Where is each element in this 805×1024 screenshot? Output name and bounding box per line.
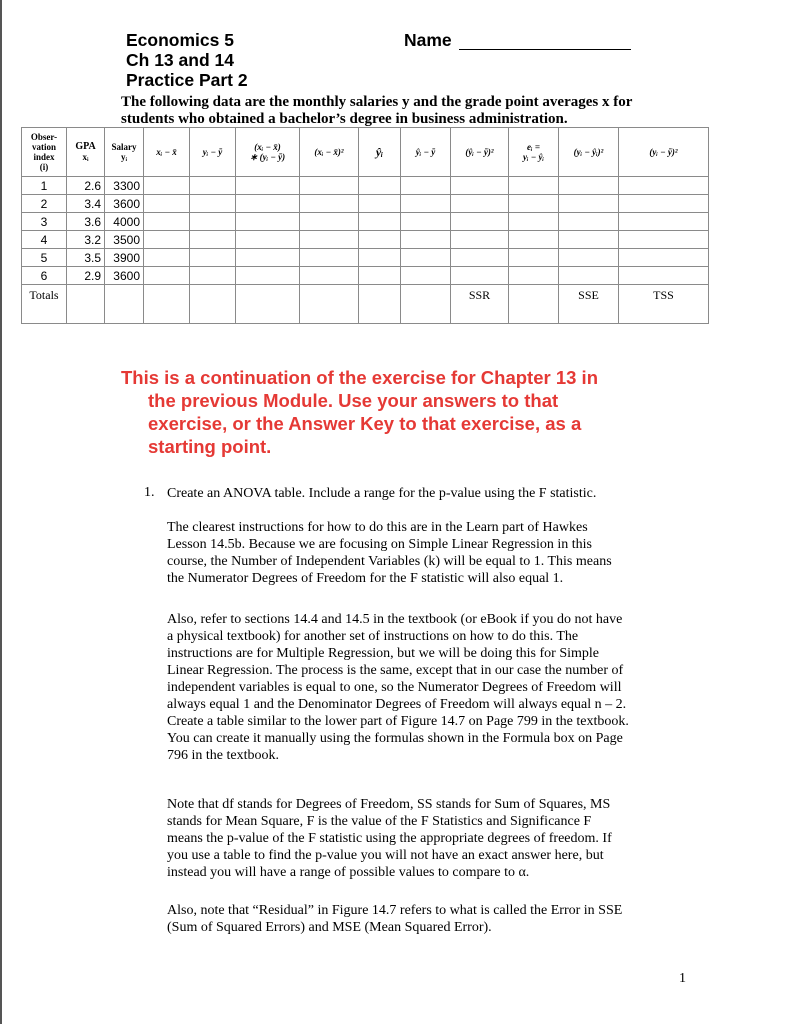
empty-cell[interactable]	[105, 285, 144, 324]
paragraph-line: The clearest instructions for how to do this are in the Learn part of Hawkes	[167, 520, 588, 535]
empty-cell[interactable]	[359, 195, 401, 213]
empty-cell[interactable]	[359, 231, 401, 249]
empty-cell[interactable]	[619, 267, 709, 285]
paragraph-line: instructions are for Multiple Regression, but we will be doing this for Simple	[167, 646, 599, 661]
header-x-deviation-squared: (xᵢ − x̄)²	[300, 128, 359, 177]
cell-gpa: 3.4	[67, 195, 105, 213]
name-label: Name	[404, 30, 452, 50]
paragraph-line: independent variables is equal to one, so the Numerator Degrees of Freedom will	[167, 680, 622, 695]
empty-cell[interactable]	[67, 285, 105, 324]
empty-cell[interactable]	[359, 249, 401, 267]
empty-cell[interactable]	[359, 177, 401, 195]
header-y-deviation: yᵢ − ȳ	[190, 128, 236, 177]
empty-cell[interactable]	[144, 231, 190, 249]
paragraph-residual-note	[167, 902, 692, 936]
cell-index: 3	[22, 213, 67, 231]
paragraph-line: always equal 1 and the Denominator Degrees of Freedom will always equal n – 2.	[167, 697, 627, 712]
paragraph-line: the Numerator Degrees of Freedom for the F statistic will also equal 1.	[167, 571, 564, 586]
empty-cell[interactable]	[509, 213, 559, 231]
empty-cell[interactable]	[559, 213, 619, 231]
paragraph-line: Also, note that “Residual” in Figure 14.7 refers to what is called the Error in SSE	[167, 903, 623, 918]
question-text: Create an ANOVA table. Include a range for the p-value using the F statistic.	[167, 486, 597, 501]
cell-salary: 3600	[105, 267, 144, 285]
paragraph-line: Create a table similar to the lower part of Figure 14.7 on Page 799 in the textbook.	[167, 714, 629, 729]
empty-cell[interactable]	[559, 177, 619, 195]
empty-cell[interactable]	[451, 213, 509, 231]
paragraph-line: Lesson 14.5b. Because we are focusing on Simple Linear Regression in this	[167, 537, 592, 552]
empty-cell[interactable]	[144, 285, 190, 324]
tss-cell: TSS	[619, 285, 709, 324]
cell-gpa: 2.9	[67, 267, 105, 285]
question-number: 1.	[144, 485, 155, 500]
sse-cell: SSE	[559, 285, 619, 324]
header-observation-index: Obser- vation index (i)	[22, 128, 67, 177]
paragraph-line: means the p-value of the F statistic using the appropriate degrees of freedom. If	[167, 831, 612, 846]
cell-gpa: 2.6	[67, 177, 105, 195]
empty-cell[interactable]	[236, 195, 300, 213]
table-row	[22, 195, 709, 213]
empty-cell[interactable]	[401, 177, 451, 195]
empty-cell[interactable]	[559, 195, 619, 213]
notice-line-4: starting point.	[148, 436, 272, 457]
notice-line-2: the previous Module. Use your answers to that	[148, 390, 559, 411]
empty-cell[interactable]	[236, 231, 300, 249]
table-row	[22, 249, 709, 267]
ssr-label	[401, 285, 451, 324]
paragraph-line: 796 in the textbook.	[167, 748, 279, 763]
page-left-border	[0, 0, 2, 1024]
cell-gpa: 3.5	[67, 249, 105, 267]
totals-label: Totals	[22, 285, 67, 324]
paragraph-line: Also, refer to sections 14.4 and 14.5 in the textbook (or eBook if you do not have	[167, 612, 623, 627]
empty-cell[interactable]	[144, 195, 190, 213]
header-gpa: GPA xᵢ	[67, 128, 105, 177]
empty-cell[interactable]	[451, 195, 509, 213]
empty-cell[interactable]	[236, 249, 300, 267]
paragraph-line: Linear Regression. The process is the same, except that in our case the number of	[167, 663, 624, 678]
header-residual: eᵢ = yᵢ − ŷᵢ	[509, 128, 559, 177]
cell-gpa: 3.2	[67, 231, 105, 249]
cell-index: 5	[22, 249, 67, 267]
paragraph-line: Note that df stands for Degrees of Freedom, SS stands for Sum of Squares, MS	[167, 797, 611, 812]
empty-cell[interactable]	[509, 177, 559, 195]
name-blank-line[interactable]	[459, 49, 631, 50]
empty-cell[interactable]	[451, 249, 509, 267]
empty-cell[interactable]	[359, 213, 401, 231]
empty-cell[interactable]	[144, 213, 190, 231]
empty-cell[interactable]	[190, 249, 236, 267]
paragraph-line: course, the Number of Independent Variables (k) will be equal to 1. This means	[167, 554, 612, 569]
empty-cell[interactable]	[236, 285, 300, 324]
regression-data-table	[21, 127, 709, 324]
paragraph-line: (Sum of Squared Errors) and MSE (Mean Squared Error).	[167, 920, 492, 935]
paragraph-line: instead you will have a range of possible values to compare to α.	[167, 865, 530, 880]
paragraph-line: stands for Mean Square, F is the value of the F Statistics and Significance F	[167, 814, 592, 829]
empty-cell[interactable]	[509, 285, 559, 324]
empty-cell[interactable]	[144, 249, 190, 267]
notice-line-3: exercise, or the Answer Key to that exercise, as a	[148, 413, 582, 434]
empty-cell[interactable]	[559, 267, 619, 285]
empty-cell[interactable]	[619, 249, 709, 267]
empty-cell[interactable]	[451, 267, 509, 285]
empty-cell[interactable]	[300, 249, 359, 267]
empty-cell[interactable]	[190, 231, 236, 249]
empty-cell[interactable]	[300, 177, 359, 195]
empty-cell[interactable]	[401, 213, 451, 231]
paragraph-definitions	[167, 796, 692, 881]
cell-index: 2	[22, 195, 67, 213]
paragraph-hawkes-instructions	[167, 519, 692, 587]
header-total-squared: (yᵢ − ȳ)²	[619, 128, 709, 177]
cell-salary: 4000	[105, 213, 144, 231]
cell-index: 6	[22, 267, 67, 285]
totals-row	[22, 285, 709, 324]
cell-gpa: 3.6	[67, 213, 105, 231]
empty-cell[interactable]	[300, 231, 359, 249]
empty-cell[interactable]	[144, 177, 190, 195]
empty-cell[interactable]	[359, 285, 401, 324]
cell-salary: 3300	[105, 177, 144, 195]
chapters-title: Ch 13 and 14	[126, 50, 234, 70]
header-yhat-minus-ybar-squared: (ŷᵢ − ȳ)²	[451, 128, 509, 177]
empty-cell[interactable]	[300, 195, 359, 213]
empty-cell[interactable]	[509, 195, 559, 213]
empty-cell[interactable]	[359, 267, 401, 285]
empty-cell[interactable]	[559, 249, 619, 267]
intro-text	[121, 94, 681, 128]
empty-cell[interactable]	[190, 285, 236, 324]
empty-cell[interactable]	[300, 213, 359, 231]
intro-line-1: The following data are the monthly salaries y and the grade point averages x for	[121, 94, 633, 110]
header-residual-squared: (yᵢ − ŷᵢ)²	[559, 128, 619, 177]
intro-line-2: students who obtained a bachelor’s degree in business administration.	[121, 111, 568, 127]
table-row	[22, 213, 709, 231]
empty-cell[interactable]	[300, 267, 359, 285]
document-header	[126, 30, 248, 90]
ssr-cell: SSR	[451, 285, 509, 324]
table-header-row	[22, 128, 709, 177]
paragraph-line: You can create it manually using the formulas shown in the Formula box on Page	[167, 731, 623, 746]
empty-cell[interactable]	[451, 177, 509, 195]
cell-salary: 3600	[105, 195, 144, 213]
empty-cell[interactable]	[401, 249, 451, 267]
header-cross-product: (xᵢ − x̄) ∗ (yᵢ − ȳ)	[236, 128, 300, 177]
empty-cell[interactable]	[401, 231, 451, 249]
empty-cell[interactable]	[236, 177, 300, 195]
paragraph-line: you use a table to find the p-value you will not have an exact answer here, but	[167, 848, 604, 863]
empty-cell[interactable]	[144, 267, 190, 285]
notice-line-1: This is a continuation of the exercise for Chapter 13 in	[121, 367, 598, 388]
paragraph-line: a physical textbook) for another set of instructions on how to do this. The	[167, 629, 579, 644]
empty-cell[interactable]	[236, 213, 300, 231]
empty-cell[interactable]	[509, 267, 559, 285]
part-title: Practice Part 2	[126, 70, 248, 90]
header-yhat-minus-ybar: ŷᵢ − ȳ	[401, 128, 451, 177]
empty-cell[interactable]	[619, 177, 709, 195]
empty-cell[interactable]	[559, 231, 619, 249]
cell-salary: 3900	[105, 249, 144, 267]
empty-cell[interactable]	[619, 195, 709, 213]
empty-cell[interactable]	[401, 267, 451, 285]
table-row	[22, 267, 709, 285]
empty-cell[interactable]	[509, 249, 559, 267]
page-number: 1	[679, 971, 686, 986]
table-row	[22, 231, 709, 249]
empty-cell[interactable]	[509, 231, 559, 249]
table-row	[22, 177, 709, 195]
empty-cell[interactable]	[619, 231, 709, 249]
cell-salary: 3500	[105, 231, 144, 249]
header-y-hat: ŷᵢ	[359, 128, 401, 177]
continuation-notice	[121, 366, 681, 458]
empty-cell[interactable]	[190, 267, 236, 285]
course-title: Economics 5	[126, 30, 234, 50]
empty-cell[interactable]	[190, 213, 236, 231]
empty-cell[interactable]	[401, 195, 451, 213]
empty-cell[interactable]	[451, 231, 509, 249]
header-x-deviation: xᵢ − x̄	[144, 128, 190, 177]
empty-cell[interactable]	[190, 195, 236, 213]
paragraph-textbook-instructions	[167, 611, 692, 764]
empty-cell[interactable]	[190, 177, 236, 195]
empty-cell[interactable]	[300, 285, 359, 324]
cell-index: 4	[22, 231, 67, 249]
empty-cell[interactable]	[619, 213, 709, 231]
cell-index: 1	[22, 177, 67, 195]
empty-cell[interactable]	[236, 267, 300, 285]
header-salary: Salary yᵢ	[105, 128, 144, 177]
